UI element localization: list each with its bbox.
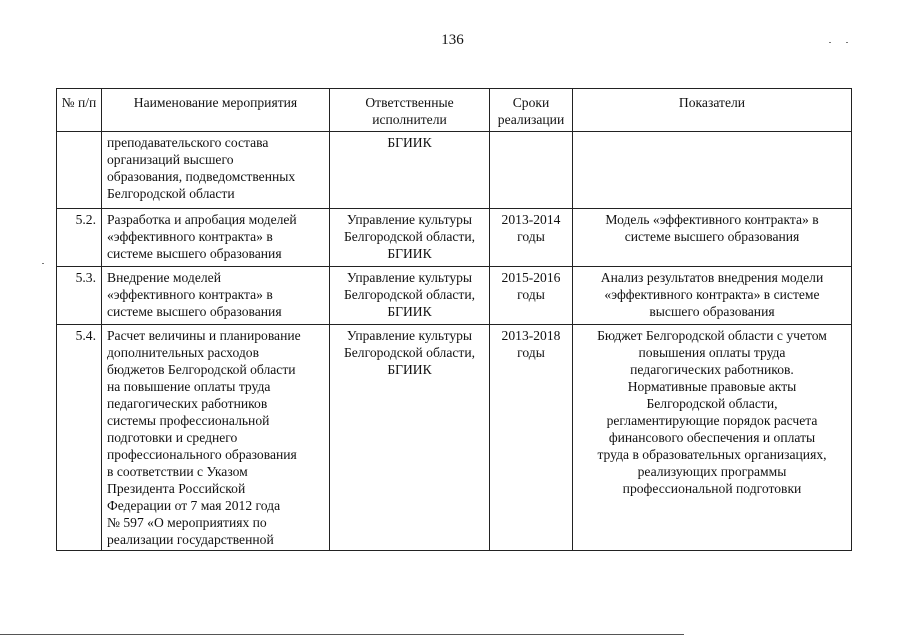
terms: 2013-2014 годы <box>490 209 573 267</box>
table-row <box>57 209 852 267</box>
scan-speck <box>846 42 848 43</box>
activity-name: Разработка и апробация моделей «эффективного контракта» в системе высшего образования <box>102 209 330 267</box>
table-row <box>57 267 852 325</box>
page-number: 136 <box>441 32 464 48</box>
scan-speck <box>829 42 831 43</box>
table-row <box>57 325 852 551</box>
executors: Управление культуры Белгородской области, БГИИК <box>330 267 490 325</box>
row-number <box>57 132 102 209</box>
header-executors: Ответственные исполнители <box>330 89 490 132</box>
indicators: Модель «эффективного контракта» в системе высшего образования <box>573 209 852 267</box>
table-row <box>57 132 852 209</box>
row-number: 5.3. <box>57 267 102 325</box>
executors: Управление культуры Белгородской области, БГИИК <box>330 209 490 267</box>
indicators: Бюджет Белгородской области с учетом повышения оплаты труда педагогических работников. Нормативные правовые акты Белгородской области, регламентирующие порядок расчета финансового обеспечения и оплаты труда в образовательных организациях, реализующих программы профессиональной подготовки <box>573 325 852 551</box>
terms <box>490 132 573 209</box>
indicators: Анализ результатов внедрения модели «эффективного контракта» в системе высшего образования <box>573 267 852 325</box>
page-bottom-rule <box>0 634 684 635</box>
scan-speck <box>42 263 44 264</box>
activity-name: преподавательского состава организаций высшего образования, подведомственных Белгородской области <box>102 132 330 209</box>
activity-name: Внедрение моделей «эффективного контракта» в системе высшего образования <box>102 267 330 325</box>
executors: Управление культуры Белгородской области, БГИИК <box>330 325 490 551</box>
header-number: № п/п <box>57 89 102 132</box>
executors: БГИИК <box>330 132 490 209</box>
activity-name: Расчет величины и планирование дополнительных расходов бюджетов Белгородской области на повышение оплаты труда педагогических работников системы профессиональной подготовки и среднего профессионального образования в соответствии с Указом Президента Российской Федерации от 7 мая 2012 года № 597 «О мероприятиях по реализации государственной <box>102 325 330 551</box>
header-activity-name: Наименование мероприятия <box>102 89 330 132</box>
activities-table <box>56 88 852 551</box>
table-header-row <box>57 89 852 132</box>
header-indicators: Показатели <box>573 89 852 132</box>
indicators <box>573 132 852 209</box>
row-number: 5.4. <box>57 325 102 551</box>
terms: 2013-2018 годы <box>490 325 573 551</box>
terms: 2015-2016 годы <box>490 267 573 325</box>
header-terms: Сроки реализации <box>490 89 573 132</box>
row-number: 5.2. <box>57 209 102 267</box>
